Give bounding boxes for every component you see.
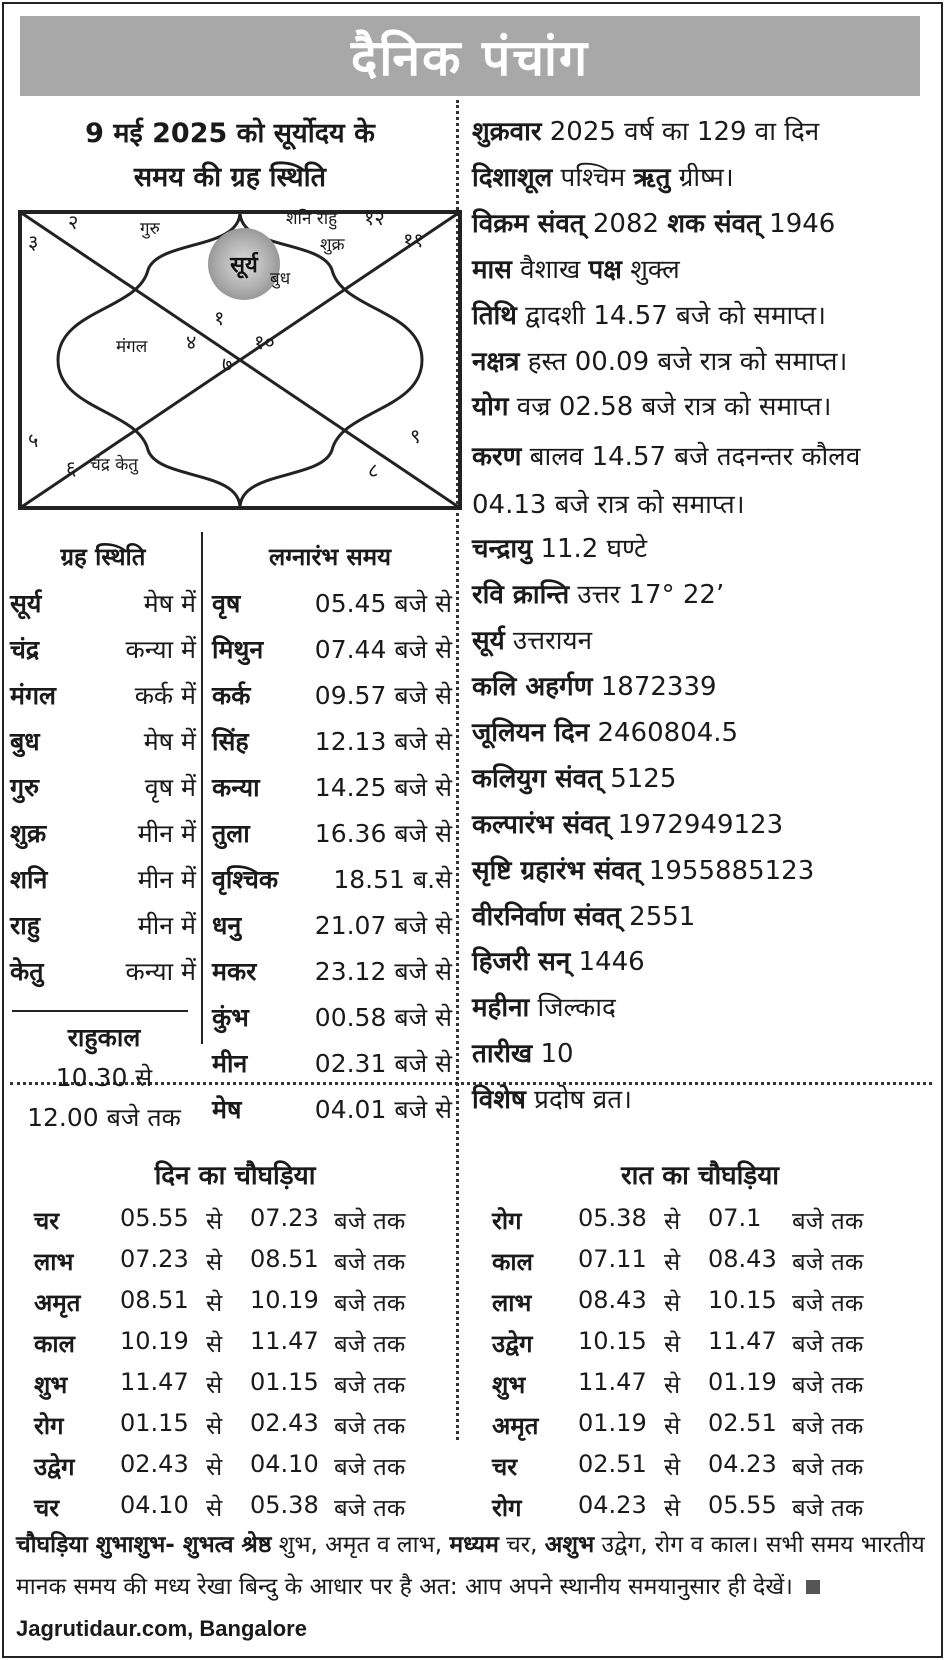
footer-bold-1: चौघड़िया शुभाशुभ- शुभत्व श्रेष्ठ (16, 1532, 272, 1558)
lagna-time: 21.07 बजे से (314, 911, 452, 940)
info-value: जिल्काद (537, 993, 616, 1024)
lagna-time: 16.36 बजे से (314, 819, 452, 848)
choghadiya-se: से (664, 1248, 681, 1276)
info-value: वज्र 02.58 बजे रात्र को समाप्त। (516, 392, 832, 423)
choghadiya-se: से (664, 1330, 681, 1358)
house-5: ५ (28, 428, 39, 452)
info-value: 2551 (629, 901, 696, 932)
choghadiya-from: 08.43 (578, 1286, 647, 1314)
house-1: १ (214, 306, 225, 330)
info-label-2: शक संवत् (667, 208, 761, 239)
title-bar (20, 16, 920, 96)
chart-heading-line1: 9 मई 2025 को सूर्योदय के (85, 118, 375, 149)
kundli-chandra-ketu: चंद्र केतु (90, 455, 138, 475)
rahukaal-line1: 10.30 से (55, 1063, 153, 1092)
house-12: १२ (364, 206, 385, 230)
choghadiya-from: 07.11 (578, 1245, 647, 1273)
grah-name: सूर्य (10, 589, 42, 618)
info-row (472, 250, 937, 286)
choghadiya-from: 05.55 (120, 1204, 189, 1232)
info-value: पश्चिम (560, 162, 626, 193)
choghadiya-name: शुभ (492, 1371, 526, 1399)
info-value: 2082 (592, 208, 660, 239)
choghadiya-name: काल (492, 1248, 533, 1276)
choghadiya-to: 02.51 (708, 1409, 777, 1437)
info-value: प्रदोष व्रत। (534, 1085, 632, 1116)
lagna-row (212, 1046, 452, 1092)
info-label: मास (472, 254, 512, 285)
info-row (472, 988, 937, 1024)
info-value-2: शुक्ल (630, 254, 680, 285)
grah-name: चंद्र (10, 635, 40, 664)
info-label-2: पक्ष (588, 254, 622, 285)
choghadiya-baje-tak: बजे तक (792, 1371, 864, 1399)
info-value: उत्तर 17° 22’ (577, 580, 725, 611)
din-choghadiya-row (34, 1204, 454, 1244)
grah-rashi: मेष में (143, 727, 196, 756)
raat-choghadiya-row (492, 1327, 912, 1367)
lagna-row (212, 586, 452, 632)
info-row (472, 342, 937, 378)
footer-text-1: शुभ, अमृत व लाभ, (278, 1532, 443, 1558)
lagna-time: 02.31 बजे से (314, 1049, 452, 1078)
info-label: चन्द्रायु (472, 534, 533, 565)
lagna-row (212, 908, 452, 954)
info-value: बालव 14.57 बजे तदनन्तर कौलव 04.13 बजे रात्र को समाप्त। (472, 442, 861, 521)
house-2: २ (68, 210, 79, 234)
choghadiya-name: अमृत (34, 1289, 81, 1317)
rahukaal-box (10, 1018, 198, 1138)
din-choghadiya-heading: दिन का चौघड़िया (154, 1161, 316, 1191)
choghadiya-to: 04.10 (250, 1450, 319, 1478)
choghadiya-se: से (664, 1494, 681, 1522)
lagna-time: 09.57 बजे से (314, 681, 452, 710)
info-label: सूर्य (472, 626, 505, 657)
raat-choghadiya-row (492, 1286, 912, 1326)
grah-rashi: मेष में (143, 589, 196, 618)
choghadiya-baje-tak: बजे तक (792, 1412, 864, 1440)
choghadiya-to: 08.43 (708, 1245, 777, 1273)
info-value: उत्तरायन (512, 626, 593, 657)
choghadiya-name: लाभ (492, 1289, 532, 1317)
info-row (472, 667, 937, 703)
info-label: सृष्टि ग्रहारंभ संवत् (472, 855, 641, 886)
choghadiya-from: 11.47 (120, 1368, 189, 1396)
grah-name: गुरु (10, 773, 40, 802)
info-value: 1872339 (600, 672, 717, 702)
lagna-name: तुला (212, 819, 250, 848)
house-4: ४ (186, 330, 197, 354)
info-value: द्वादशी 14.57 बजे को समाप्त। (525, 300, 826, 331)
info-value: 10 (540, 1039, 574, 1070)
choghadiya-se: से (664, 1207, 681, 1235)
raat-choghadiya-row (492, 1204, 912, 1244)
grah-name: राहु (10, 911, 40, 940)
choghadiya-baje-tak: बजे तक (334, 1207, 406, 1235)
choghadiya-baje-tak: बजे तक (792, 1289, 864, 1317)
choghadiya-baje-tak: बजे तक (334, 1453, 406, 1481)
info-row (472, 713, 937, 749)
choghadiya-name: शुभ (34, 1371, 68, 1399)
din-choghadiya-row (34, 1450, 454, 1490)
house-11: ११ (403, 228, 424, 252)
grah-row (10, 954, 196, 1000)
choghadiya-to: 04.23 (708, 1450, 777, 1478)
info-label: महीना (472, 993, 530, 1024)
grah-rashi: वृष में (144, 773, 196, 802)
choghadiya-name: चर (34, 1494, 60, 1522)
info-row (472, 805, 937, 841)
info-label: विक्रम संवत् (472, 208, 585, 239)
grah-rashi: मीन में (137, 865, 196, 894)
choghadiya-name: चर (492, 1453, 518, 1481)
info-row (472, 158, 937, 194)
choghadiya-to: 01.19 (708, 1368, 777, 1396)
info-row (472, 897, 937, 933)
info-row (472, 759, 937, 795)
din-choghadiya-row (34, 1327, 454, 1367)
choghadiya-se: से (664, 1289, 681, 1317)
info-value: 2460804.5 (597, 717, 739, 748)
info-label: कलि अहर्गण (472, 672, 593, 702)
chart-heading (10, 112, 450, 200)
din-choghadiya-row (34, 1368, 454, 1408)
sun-symbol (208, 228, 280, 300)
info-row (472, 204, 937, 240)
din-choghadiya-row (34, 1409, 454, 1449)
house-8: ८ (368, 458, 379, 482)
choghadiya-to: 01.15 (250, 1368, 319, 1396)
grah-row (10, 678, 196, 724)
choghadiya-to: 05.38 (250, 1491, 319, 1519)
grah-rashi: कन्या में (125, 957, 196, 986)
footer-text-3: उद्वेग, रोग व काल। सभी समय भारतीय मानक समय की मध्य रेखा बिन्दु के आधार पर है अत: आप अपने स्थानीय समयानुसार ही देखें। (16, 1532, 925, 1600)
choghadiya-se: से (206, 1330, 223, 1358)
info-label: जूलियन दिन (472, 717, 590, 748)
raat-choghadiya-row (492, 1245, 912, 1285)
lagna-name: धनु (212, 911, 242, 940)
info-label: कल्पारंभ संवत् (472, 809, 610, 840)
raat-choghadiya-heading: रात का चौघड़िया (620, 1161, 780, 1191)
choghadiya-name: उद्वेग (34, 1453, 75, 1481)
choghadiya-to: 02.43 (250, 1409, 319, 1437)
choghadiya-baje-tak: बजे तक (792, 1494, 864, 1522)
rahukaal-divider (12, 1010, 188, 1012)
info-value: वैशाख (520, 254, 581, 285)
choghadiya-name: लाभ (34, 1248, 74, 1276)
choghadiya-name: रोग (492, 1494, 522, 1522)
kundli-shukra: शुक्र (320, 235, 345, 255)
lagna-row (212, 1000, 452, 1046)
info-label: तारीख (472, 1039, 533, 1070)
lagna-row (212, 632, 452, 678)
choghadiya-name: चर (34, 1207, 60, 1235)
lagna-row (212, 770, 452, 816)
choghadiya-se: से (206, 1453, 223, 1481)
info-row (472, 387, 937, 423)
choghadiya-se: से (664, 1453, 681, 1481)
info-row (472, 112, 937, 148)
choghadiya-name: काल (34, 1330, 75, 1358)
choghadiya-baje-tak: बजे तक (334, 1494, 406, 1522)
lagna-name: मकर (212, 957, 257, 986)
choghadiya-to: 05.55 (708, 1491, 777, 1519)
choghadiya-se: से (206, 1371, 223, 1399)
info-row (472, 575, 937, 611)
info-row (472, 433, 937, 529)
info-value: 1955885123 (648, 855, 815, 886)
info-label: योग (472, 392, 509, 423)
grah-row (10, 724, 196, 770)
rahukaal-heading: राहुकाल (67, 1023, 141, 1052)
choghadiya-name: उद्वेग (492, 1330, 533, 1358)
grah-row (10, 816, 196, 862)
lagna-name: कर्क (212, 681, 251, 710)
credit-text: Jagrutidaur.com, Bangalore (16, 1616, 307, 1641)
house-10: १० (254, 330, 275, 354)
grah-row (10, 770, 196, 816)
choghadiya-from: 08.51 (120, 1286, 189, 1314)
house-6: ६ (66, 456, 77, 480)
grah-name: मंगल (10, 681, 56, 710)
info-row (472, 1080, 937, 1116)
raat-choghadiya-row (492, 1368, 912, 1408)
kundli-guru: गुरु (140, 219, 160, 239)
choghadiya-se: से (206, 1494, 223, 1522)
lagna-time: 12.13 बजे से (314, 727, 452, 756)
info-row (472, 942, 937, 978)
raat-choghadiya-row (492, 1409, 912, 1449)
choghadiya-from: 02.51 (578, 1450, 647, 1478)
choghadiya-name: अमृत (492, 1412, 539, 1440)
choghadiya-baje-tak: बजे तक (792, 1207, 864, 1235)
choghadiya-se: से (206, 1412, 223, 1440)
choghadiya-from: 02.43 (120, 1450, 189, 1478)
info-label: हिजरी सन् (472, 947, 571, 978)
footer-note (16, 1524, 928, 1650)
choghadiya-baje-tak: बजे तक (792, 1453, 864, 1481)
choghadiya-se: से (664, 1371, 681, 1399)
info-row (472, 529, 937, 565)
house-3: ३ (28, 230, 39, 254)
kundli-chart (18, 206, 462, 510)
choghadiya-baje-tak: बजे तक (334, 1371, 406, 1399)
lagna-name: मीन (212, 1049, 248, 1078)
info-label: शुक्रवार (472, 117, 542, 147)
din-choghadiya-row (34, 1286, 454, 1326)
lagna-row (212, 678, 452, 724)
grah-name: बुध (10, 727, 40, 756)
din-choghadiya-row (34, 1245, 454, 1285)
info-value: 2025 वर्ष का 129 वा दिन (549, 117, 820, 147)
grah-name: शुक्र (10, 819, 47, 848)
choghadiya-se: से (206, 1207, 223, 1235)
info-value: 1972949123 (617, 809, 784, 840)
lagna-name: वृश्चिक (212, 865, 279, 894)
info-row (472, 1034, 937, 1070)
choghadiya-to: 07.23 (250, 1204, 319, 1232)
choghadiya-to: 07.1 (708, 1204, 762, 1232)
choghadiya-from: 04.10 (120, 1491, 189, 1519)
house-7: ७ (222, 352, 233, 376)
info-label: कलियुग संवत् (472, 763, 602, 794)
raat-choghadiya-row (492, 1450, 912, 1490)
info-row (472, 621, 937, 657)
info-label: तिथि (472, 300, 517, 331)
info-label: नक्षत्र (472, 346, 520, 377)
grah-name: शनि (10, 865, 48, 894)
grah-lagna-divider (201, 532, 203, 1044)
lagna-row (212, 724, 452, 770)
choghadiya-from: 04.23 (578, 1491, 647, 1519)
choghadiya-baje-tak: बजे तक (792, 1248, 864, 1276)
lagna-time: 07.44 बजे से (314, 635, 452, 664)
choghadiya-to: 10.15 (708, 1286, 777, 1314)
info-value: 1446 (578, 947, 645, 978)
info-label-2: ऋतु (633, 162, 671, 193)
lagnarambh-heading: लग्नारंभ समय (268, 543, 392, 571)
grah-sthiti-heading: ग्रह स्थिति (60, 543, 146, 571)
info-value-2: ग्रीष्म। (678, 162, 734, 193)
choghadiya-from: 11.47 (578, 1368, 647, 1396)
info-label: विशेष (472, 1085, 526, 1116)
grah-name: केतु (10, 957, 44, 986)
info-value: हस्त 00.09 बजे रात्र को समाप्त। (527, 346, 848, 377)
lagna-time: 05.45 बजे से (314, 589, 452, 618)
choghadiya-to: 10.19 (250, 1286, 319, 1314)
choghadiya-from: 01.15 (120, 1409, 189, 1437)
info-label: करण (472, 442, 522, 473)
choghadiya-baje-tak: बजे तक (334, 1289, 406, 1317)
choghadiya-to: 11.47 (250, 1327, 319, 1355)
grah-rashi: मीन में (137, 819, 196, 848)
footer-text-2: चर, (506, 1532, 538, 1558)
kundli-budh: बुध (270, 269, 291, 289)
lagna-time: 18.51 ब.से (333, 865, 452, 894)
info-label: रवि क्रान्ति (472, 580, 570, 611)
grah-rashi: कन्या में (125, 635, 196, 664)
info-value: 11.2 घण्टे (540, 534, 648, 565)
footer-bold-3: अशुभ (544, 1532, 595, 1558)
choghadiya-se: से (664, 1412, 681, 1440)
choghadiya-se: से (206, 1248, 223, 1276)
lagna-row (212, 816, 452, 862)
sun-label: सूर्य (230, 253, 258, 278)
chart-heading-line2: समय की ग्रह स्थिति (133, 162, 327, 193)
grah-row (10, 862, 196, 908)
house-9: ९ (410, 424, 421, 448)
grah-row (10, 908, 196, 954)
lagna-row (212, 954, 452, 1000)
info-row (472, 851, 937, 887)
lagna-row (212, 862, 452, 908)
lagna-time: 14.25 बजे से (314, 773, 452, 802)
kundli-mangal: मंगल (116, 337, 148, 357)
choghadiya-from: 05.38 (578, 1204, 647, 1232)
lagna-time: 23.12 बजे से (314, 957, 452, 986)
grah-rashi: कर्क में (134, 681, 196, 710)
info-label: वीरनिर्वाण संवत् (472, 901, 621, 932)
choghadiya-from: 10.15 (578, 1327, 647, 1355)
grah-row (10, 586, 196, 632)
info-label: दिशाशूल (472, 162, 553, 193)
choghadiya-from: 10.19 (120, 1327, 189, 1355)
choghadiya-baje-tak: बजे तक (792, 1330, 864, 1358)
grah-rashi: मीन में (137, 911, 196, 940)
choghadiya-from: 07.23 (120, 1245, 189, 1273)
lagna-name: मिथुन (212, 635, 264, 664)
choghadiya-name: रोग (492, 1207, 522, 1235)
footer-bold-2: मध्यम (449, 1532, 499, 1558)
info-value-2: 1946 (769, 208, 836, 239)
lagna-name: वृष (212, 589, 241, 618)
choghadiya-name: रोग (34, 1412, 64, 1440)
rahukaal-line2: 12.00 बजे तक (27, 1103, 181, 1132)
grah-row (10, 632, 196, 678)
lagna-row (212, 1092, 452, 1138)
choghadiya-baje-tak: बजे तक (334, 1248, 406, 1276)
kundli-shani-rahu: शनि राहु (286, 209, 338, 229)
lagna-name: मेष (212, 1095, 242, 1124)
choghadiya-to: 08.51 (250, 1245, 319, 1273)
choghadiya-to: 11.47 (708, 1327, 777, 1355)
page-title: दैनिक पंचांग (350, 29, 590, 87)
lagna-name: कुंभ (212, 1003, 249, 1032)
info-value: 5125 (610, 763, 677, 794)
lagna-time: 04.01 बजे से (314, 1095, 452, 1124)
choghadiya-se: से (206, 1289, 223, 1317)
choghadiya-baje-tak: बजे तक (334, 1330, 406, 1358)
choghadiya-baje-tak: बजे तक (334, 1412, 406, 1440)
choghadiya-from: 01.19 (578, 1409, 647, 1437)
lagna-name: कन्या (212, 773, 260, 802)
lagna-time: 00.58 बजे से (314, 1003, 452, 1032)
lagna-name: सिंह (212, 727, 249, 756)
info-row (472, 296, 937, 332)
square-icon (806, 1580, 820, 1594)
